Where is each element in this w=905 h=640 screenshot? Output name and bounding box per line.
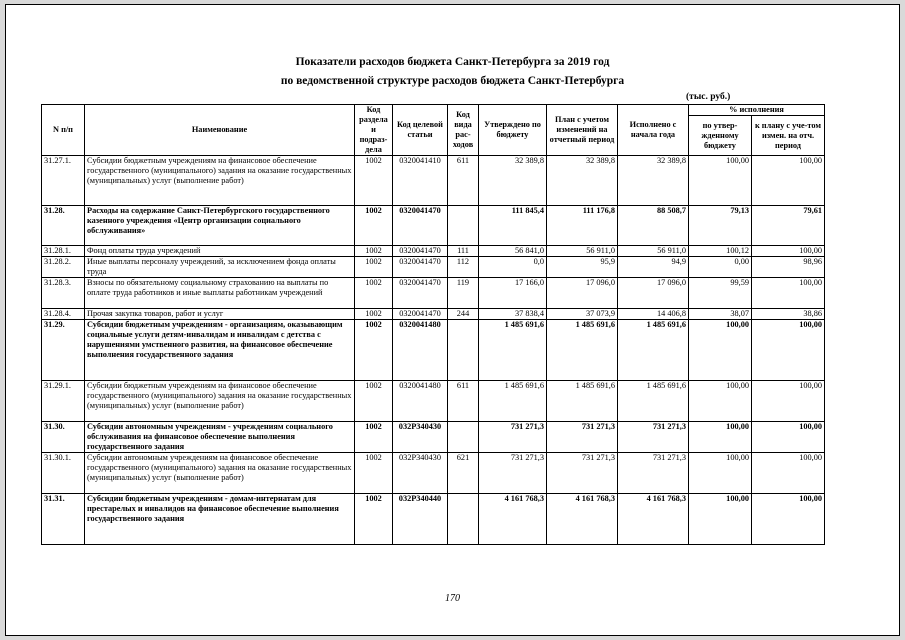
header-approved: Утверждено по бюджету (479, 105, 547, 156)
cell-expense: 111 (448, 246, 479, 257)
cell-pct-budget: 100,12 (689, 246, 752, 257)
table-row (42, 246, 825, 257)
cell-pct-plan: 100,00 (752, 422, 825, 453)
cell-name: Иные выплаты персоналу учреждений, за исключением фонда оплаты труда (85, 257, 355, 278)
cell-plan: 731 271,3 (547, 422, 618, 453)
cell-executed: 32 389,8 (618, 156, 689, 206)
cell-num: 31.29. (42, 320, 85, 381)
cell-pct-budget: 0,00 (689, 257, 752, 278)
cell-approved: 111 845,4 (479, 206, 547, 246)
table-row (42, 257, 825, 278)
header-num: N п/п (42, 105, 85, 156)
cell-plan: 1 485 691,6 (547, 381, 618, 422)
cell-num: 31.28.1. (42, 246, 85, 257)
cell-executed: 1 485 691,6 (618, 320, 689, 381)
cell-approved: 731 271,3 (479, 422, 547, 453)
cell-pct-budget: 100,00 (689, 381, 752, 422)
cell-pct-budget: 100,00 (689, 320, 752, 381)
cell-target: 0320041470 (393, 257, 448, 278)
cell-target: 0320041410 (393, 156, 448, 206)
cell-plan: 1 485 691,6 (547, 320, 618, 381)
cell-plan: 56 911,0 (547, 246, 618, 257)
cell-target: 0320041470 (393, 278, 448, 309)
units-label: (тыс. руб.) (686, 92, 731, 102)
cell-target: 0320041470 (393, 206, 448, 246)
header-section: Код раздела и подраз-дела (355, 105, 393, 156)
cell-name: Взносы по обязательному социальному страхованию на выплаты по оплате труда работников и иные выплаты работникам учреждений (85, 278, 355, 309)
cell-approved: 37 838,4 (479, 309, 547, 320)
cell-pct-budget: 100,00 (689, 494, 752, 545)
cell-plan: 731 271,3 (547, 453, 618, 494)
cell-plan: 95,9 (547, 257, 618, 278)
cell-target: 0320041480 (393, 381, 448, 422)
cell-num: 31.28.3. (42, 278, 85, 309)
cell-plan: 17 096,0 (547, 278, 618, 309)
cell-target: 032Р340440 (393, 494, 448, 545)
header-percent-group: % исполнения (689, 105, 825, 116)
cell-section: 1002 (355, 381, 393, 422)
cell-section: 1002 (355, 494, 393, 545)
cell-executed: 4 161 768,3 (618, 494, 689, 545)
cell-pct-plan: 100,00 (752, 453, 825, 494)
cell-approved: 1 485 691,6 (479, 320, 547, 381)
cell-expense: 244 (448, 309, 479, 320)
cell-name: Прочая закупка товаров, работ и услуг (85, 309, 355, 320)
document-title: Показатели расходов бюджета Санкт-Петербурга за 2019 год (295, 56, 610, 68)
cell-section: 1002 (355, 320, 393, 381)
cell-expense: 611 (448, 381, 479, 422)
cell-pct-plan: 100,00 (752, 246, 825, 257)
table-row (42, 206, 825, 246)
cell-executed: 56 911,0 (618, 246, 689, 257)
cell-executed: 14 406,8 (618, 309, 689, 320)
cell-approved: 32 389,8 (479, 156, 547, 206)
cell-name: Субсидии автономным учреждениям - учреждениям социального обслуживания на финансовое обеспечение выполнения государственного задания (85, 422, 355, 453)
cell-target: 032Р340430 (393, 422, 448, 453)
table-row (42, 156, 825, 206)
cell-expense: 112 (448, 257, 479, 278)
cell-expense (448, 320, 479, 381)
header-expense: Код вида рас-ходов (448, 105, 479, 156)
cell-pct-plan: 100,00 (752, 278, 825, 309)
document-subtitle: по ведомственной структуре расходов бюджета Санкт-Петербурга (280, 75, 625, 87)
header-plan: План с учетом изменений на отчетный период (547, 105, 618, 156)
cell-pct-plan: 100,00 (752, 381, 825, 422)
cell-num: 31.30.1. (42, 453, 85, 494)
cell-section: 1002 (355, 257, 393, 278)
document-page (5, 4, 900, 636)
cell-name: Фонд оплаты труда учреждений (85, 246, 355, 257)
cell-pct-budget: 79,13 (689, 206, 752, 246)
cell-executed: 94,9 (618, 257, 689, 278)
cell-executed: 731 271,3 (618, 422, 689, 453)
table-row (42, 381, 825, 422)
cell-expense (448, 494, 479, 545)
cell-section: 1002 (355, 278, 393, 309)
cell-pct-plan: 98,96 (752, 257, 825, 278)
cell-pct-budget: 99,59 (689, 278, 752, 309)
cell-approved: 17 166,0 (479, 278, 547, 309)
cell-plan: 37 073,9 (547, 309, 618, 320)
header-executed: Исполнено с начала года (618, 105, 689, 156)
cell-target: 0320041470 (393, 246, 448, 257)
cell-executed: 731 271,3 (618, 453, 689, 494)
cell-pct-budget: 100,00 (689, 156, 752, 206)
cell-num: 31.29.1. (42, 381, 85, 422)
table-row (42, 453, 825, 494)
cell-section: 1002 (355, 246, 393, 257)
cell-name: Расходы на содержание Санкт-Петербургского государственного казенного учреждения «Центр организации социального обслуживания» (85, 206, 355, 246)
cell-expense: 611 (448, 156, 479, 206)
cell-plan: 32 389,8 (547, 156, 618, 206)
cell-executed: 88 508,7 (618, 206, 689, 246)
cell-name: Субсидии бюджетным учреждениям - домам-интернатам для престарелых и инвалидов на финансовое обеспечение выполнения государственного задания (85, 494, 355, 545)
cell-target: 0320041470 (393, 309, 448, 320)
cell-num: 31.27.1. (42, 156, 85, 206)
cell-pct-plan: 38,86 (752, 309, 825, 320)
cell-section: 1002 (355, 309, 393, 320)
cell-expense: 119 (448, 278, 479, 309)
cell-num: 31.28.4. (42, 309, 85, 320)
header-pct-budget: по утвер-жденному бюджету (689, 116, 752, 156)
cell-approved: 731 271,3 (479, 453, 547, 494)
cell-pct-budget: 100,00 (689, 422, 752, 453)
cell-section: 1002 (355, 206, 393, 246)
cell-name: Субсидии автономным учреждениям на финансовое обеспечение государственного (муниципального) задания на оказание государственных (муниципальных) услуг (выполнение работ) (85, 453, 355, 494)
cell-num: 31.28. (42, 206, 85, 246)
cell-num: 31.28.2. (42, 257, 85, 278)
cell-section: 1002 (355, 156, 393, 206)
cell-pct-plan: 100,00 (752, 320, 825, 381)
header-pct-plan: к плану с уче-том измен. на отч. период (752, 116, 825, 156)
cell-section: 1002 (355, 422, 393, 453)
cell-executed: 1 485 691,6 (618, 381, 689, 422)
cell-executed: 17 096,0 (618, 278, 689, 309)
cell-plan: 4 161 768,3 (547, 494, 618, 545)
cell-expense (448, 206, 479, 246)
table-row (42, 309, 825, 320)
header-name: Наименование (85, 105, 355, 156)
cell-plan: 111 176,8 (547, 206, 618, 246)
cell-num: 31.30. (42, 422, 85, 453)
table-row (42, 422, 825, 453)
cell-name: Субсидии бюджетным учреждениям - организациям, оказывающим социальные услуги детям-инвалидам и инвалидам с детства с нарушениями умственного развития, на финансовое обеспечение выполнения государственного задания (85, 320, 355, 381)
cell-pct-budget: 100,00 (689, 453, 752, 494)
cell-name: Субсидии бюджетным учреждениям на финансовое обеспечение государственного (муниципального) задания на оказание государственных (муниципальных) услуг (выполнение работ) (85, 381, 355, 422)
cell-section: 1002 (355, 453, 393, 494)
page-number: 170 (445, 593, 460, 604)
cell-pct-plan: 100,00 (752, 494, 825, 545)
expenses-table (41, 104, 825, 545)
cell-expense (448, 422, 479, 453)
cell-pct-plan: 79,61 (752, 206, 825, 246)
table-body (42, 156, 825, 545)
cell-name: Субсидии бюджетным учреждениям на финансовое обеспечение государственного (муниципального) задания на оказание государственных (муниципальных) услуг (выполнение работ) (85, 156, 355, 206)
table-row (42, 494, 825, 545)
table-row (42, 320, 825, 381)
cell-approved: 0,0 (479, 257, 547, 278)
cell-target: 032Р340430 (393, 453, 448, 494)
table-row (42, 278, 825, 309)
cell-approved: 4 161 768,3 (479, 494, 547, 545)
cell-approved: 1 485 691,6 (479, 381, 547, 422)
cell-pct-plan: 100,00 (752, 156, 825, 206)
header-target: Код целевой статьи (393, 105, 448, 156)
cell-num: 31.31. (42, 494, 85, 545)
cell-pct-budget: 38,07 (689, 309, 752, 320)
cell-approved: 56 841,0 (479, 246, 547, 257)
cell-expense: 621 (448, 453, 479, 494)
cell-target: 0320041480 (393, 320, 448, 381)
